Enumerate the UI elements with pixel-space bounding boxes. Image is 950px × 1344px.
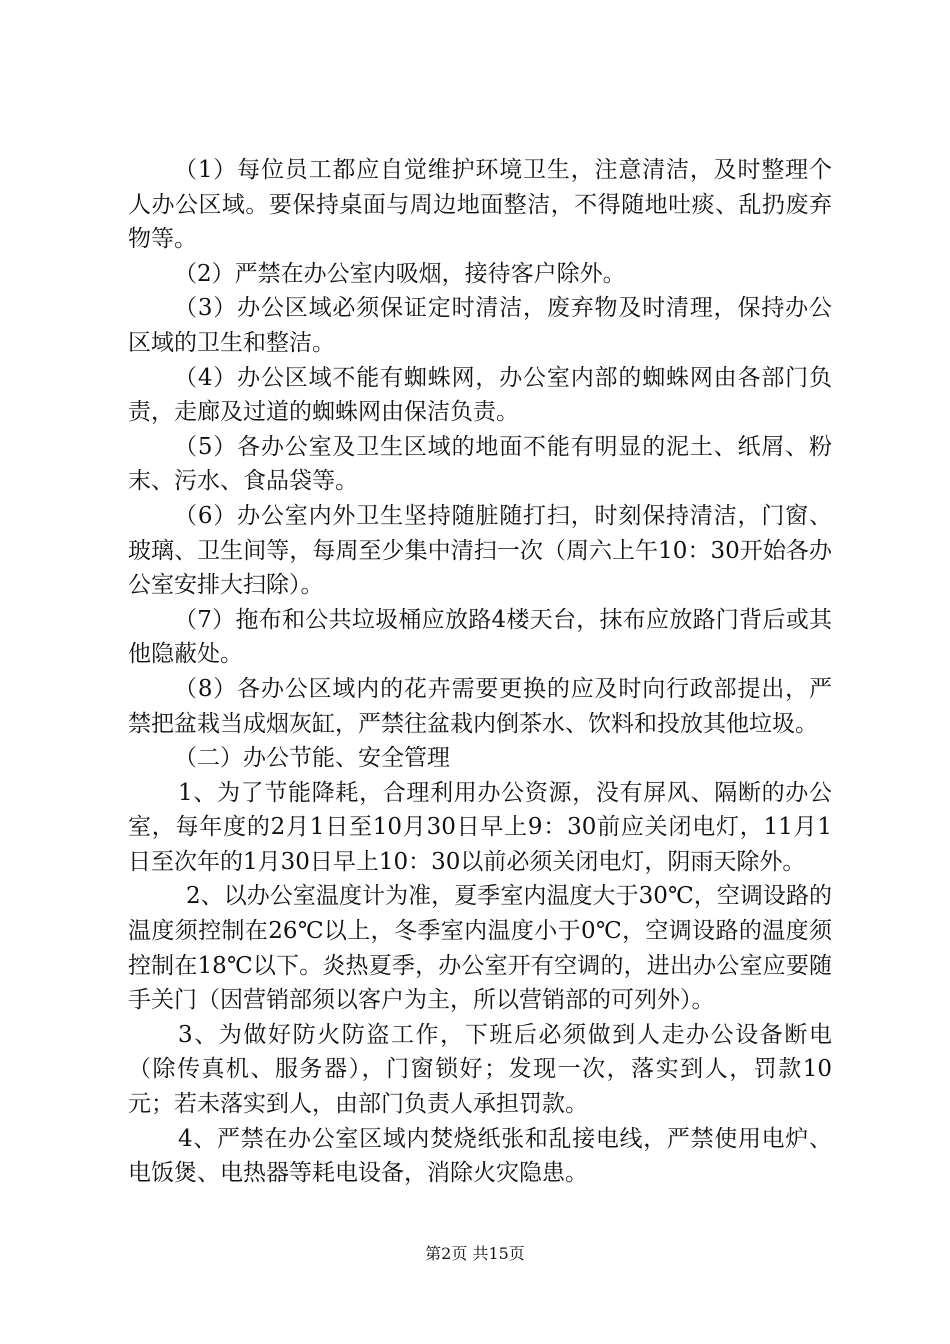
paragraph-rule-6: （6）办公室内外卫生坚持随脏随打扫，时刻保持清洁，门窗、玻璃、卫生间等，每周至少集中清扫一次（周六上午10：30开始各办公室安排大扫除）。 — [128, 502, 832, 599]
paragraph-safety-4: 4、严禁在办公室区域内焚烧纸张和乱接电线，严禁使用电炉、电饭煲、电热器等耗电设备，消除火灾隐患。 — [128, 1125, 832, 1187]
paragraph-rule-1: （1）每位员工都应自觉维护环境卫生，注意清洁，及时整理个人办公区域。要保持桌面与周边地面整洁，不得随地吐痰、乱扔废弃物等。 — [128, 157, 832, 253]
document-body — [128, 153, 832, 1191]
paragraph-rule-7: （7）拖布和公共垃圾桶应放路4楼天台，抹布应放路门背后或其他隐蔽处。 — [128, 606, 832, 668]
paragraph-rule-3: （3）办公区域必须保证定时清洁，废弃物及时清理，保持办公区域的卫生和整洁。 — [128, 295, 832, 356]
paragraph-rule-8: （8）各办公区域内的花卉需要更换的应及时向行政部提出，严禁把盆栽当成烟灰缸，严禁往盆栽内倒茶水、饮料和投放其他垃圾。 — [128, 675, 832, 737]
paragraph-rule-2: （2）严禁在办公室内吸烟，接待客户除外。 — [174, 260, 626, 287]
paragraph-energy-2: 2、以办公室温度计为准，夏季室内温度大于30℃，空调设路的温度须控制在26℃以上，冬季室内温度小于0℃，空调设路的温度须控制在18℃以下。炎热夏季，办公室开有空调的，进出办公室应要随手关门（因营销部须以客户为主，所以营销部的可列外）。 — [128, 883, 832, 1014]
paragraph-rule-4: （4）办公区域不能有蜘蛛网，办公室内部的蜘蛛网由各部门负责，走廊及过道的蜘蛛网由保洁负责。 — [128, 364, 832, 426]
page-number-footer: 第2页 共15页 — [425, 1244, 525, 1263]
paragraph-rule-5: （5）各办公室及卫生区域的地面不能有明显的泥土、纸屑、粉末、污水、食品袋等。 — [128, 433, 832, 495]
paragraph-energy-1: 1、为了节能降耗，合理利用办公资源，没有屏风、隔断的办公室，每年度的2月1日至10月30日早上9：30前应关闭电灯，11月1日至次年的1月30日早上10：30以前必须关闭电灯，阴雨天除外。 — [128, 779, 832, 875]
section-heading-energy-safety: （二）办公节能、安全管理 — [174, 745, 450, 772]
paragraph-safety-3: 3、为做好防火防盗工作，下班后必须做到人走办公设备断电（除传真机、服务器），门窗锁好；发现一次，落实到人，罚款10元；若未落实到人，由部门负责人承担罚款。 — [128, 1021, 832, 1118]
